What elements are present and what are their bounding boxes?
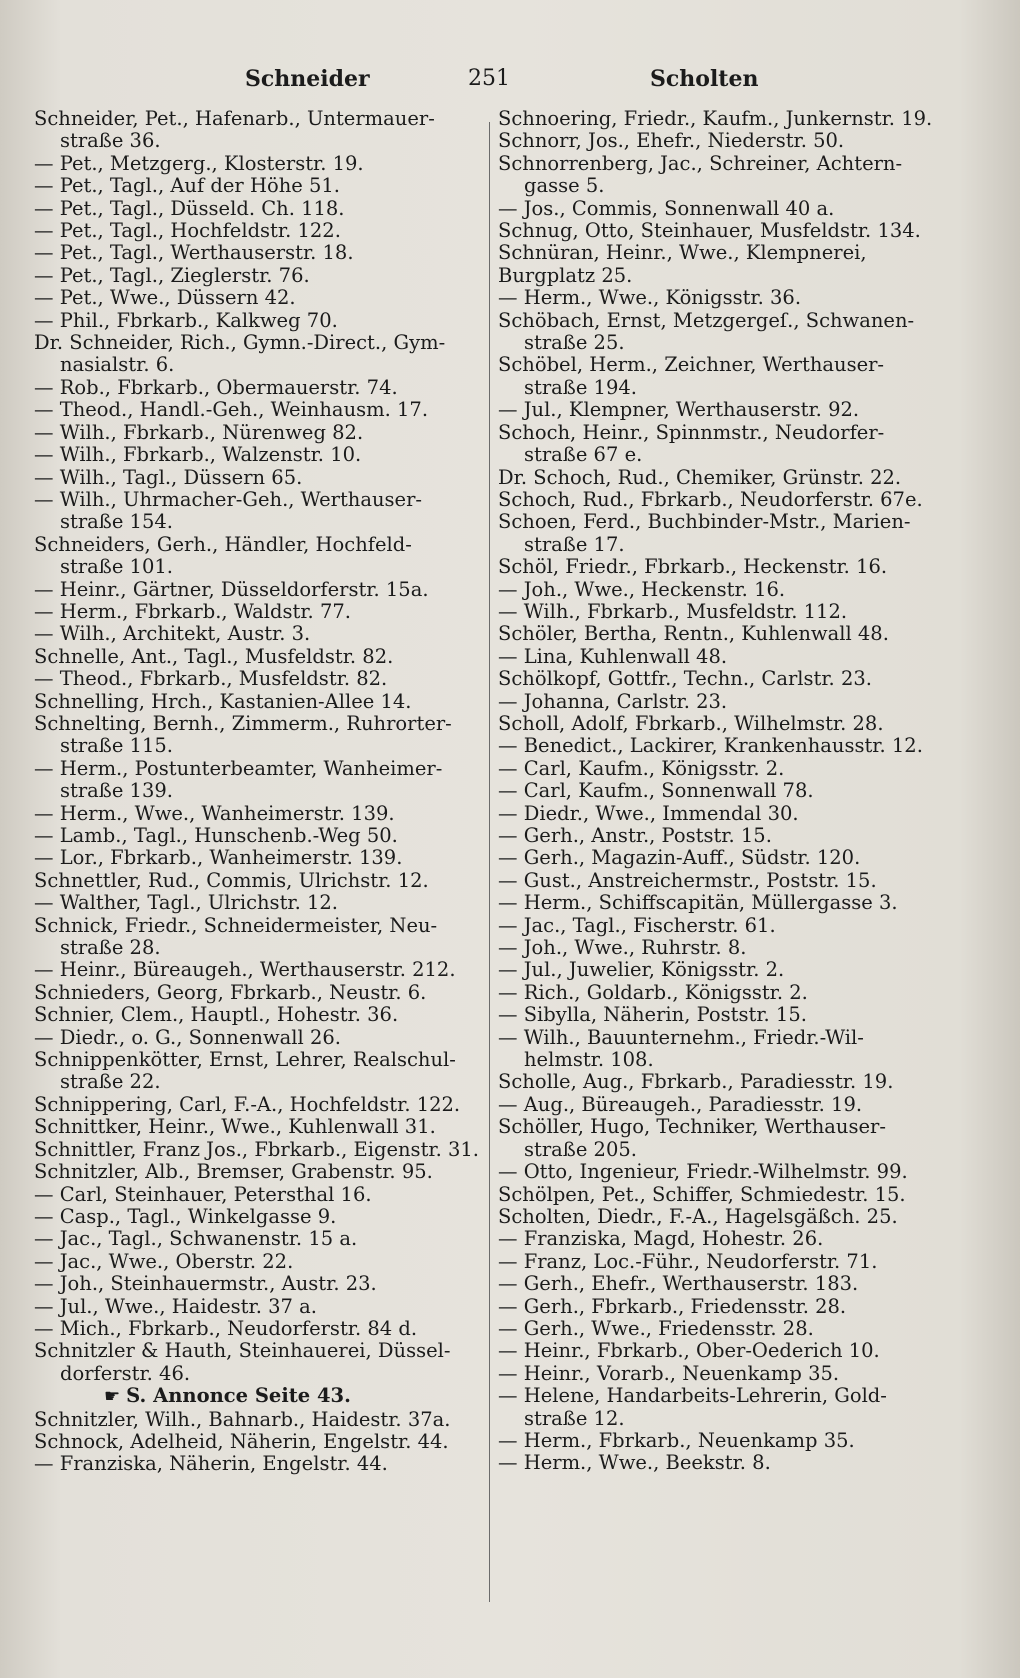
directory-entry: — Wilh., Bauunternehm., Friedr.-Wil- (498, 1026, 864, 1049)
directory-entry: — Rich., Goldarb., Königsstr. 2. (498, 981, 808, 1004)
directory-entry: — Wilh., Fbrkarb., Nürenweg 82. (34, 421, 364, 444)
directory-entry: Schoch, Heinr., Spinnmstr., Neudorfer- (498, 421, 885, 444)
directory-entry: — Gerh., Ehefr., Werthauserstr. 183. (498, 1273, 859, 1296)
directory-entry: — Gust., Anstreichermstr., Poststr. 15. (498, 869, 877, 892)
pointing-hand-icon: ☛ (104, 1386, 121, 1408)
page-number: 251 (468, 66, 510, 91)
column-divider (489, 122, 490, 1602)
directory-entry: — Pet., Tagl., Düsseld. Ch. 118. (34, 197, 345, 220)
directory-entry: — Jul., Klempner, Werthauserstr. 92. (498, 399, 860, 422)
directory-entry: — Herm., Fbrkarb., Waldstr. 77. (34, 600, 351, 623)
directory-entry: Scholle, Aug., Fbrkarb., Paradiesstr. 19. (498, 1071, 894, 1094)
directory-entry: Schnoering, Friedr., Kaufm., Junkernstr. 19. (498, 108, 933, 130)
directory-entry: — Lor., Fbrkarb., Wanheimerstr. 139. (34, 847, 403, 870)
directory-entry: straße 17. (524, 533, 625, 556)
directory-entry: — Jac., Tagl., Schwanenstr. 15 a. (34, 1228, 358, 1251)
directory-entry: — Heinr., Gärtner, Düsseldorferstr. 15a. (34, 578, 429, 601)
directory-entry: — Jul., Wwe., Haidestr. 37 a. (34, 1295, 317, 1318)
directory-entry: Schnettler, Rud., Commis, Ulrichstr. 12. (34, 869, 429, 892)
directory-entry: — Herm., Fbrkarb., Neuenkamp 35. (498, 1429, 855, 1452)
directory-entry: — Theod., Fbrkarb., Musfeldstr. 82. (34, 668, 388, 691)
directory-entry: Schnitzler, Alb., Bremser, Grabenstr. 95. (34, 1161, 433, 1184)
directory-entry: — Herm., Wwe., Wanheimerstr. 139. (34, 802, 395, 825)
directory-entry: Schölpen, Pet., Schiffer, Schmiedestr. 15. (498, 1183, 906, 1206)
directory-entry: Schnorr, Jos., Ehefr., Niederstr. 50. (498, 130, 845, 153)
directory-entry: — Jos., Commis, Sonnenwall 40 a. (498, 197, 835, 220)
directory-entry: Schnippering, Carl, F.-A., Hochfeldstr. 122. (34, 1093, 461, 1116)
directory-entry: — Wilh., Fbrkarb., Walzenstr. 10. (34, 444, 362, 467)
directory-entry: — Theod., Handl.-Geh., Weinhausm. 17. (34, 399, 429, 422)
directory-entry: — Heinr., Büreaugeh., Werthauserstr. 212. (34, 959, 456, 982)
directory-entry: — Helene, Handarbeits-Lehrerin, Gold- (498, 1385, 887, 1408)
directory-entry: Schölkopf, Gottfr., Techn., Carlstr. 23. (498, 668, 872, 691)
page-header (0, 66, 1020, 96)
directory-entry: Schnier, Clem., Hauptl., Hohestr. 36. (34, 1004, 399, 1027)
directory-entry: — Otto, Ingenieur, Friedr.-Wilhelmstr. 99. (498, 1161, 908, 1184)
directory-entry: — Franziska, Magd, Hohestr. 26. (498, 1228, 824, 1251)
directory-entry: straße 115. (60, 735, 173, 758)
directory-entry: Schnitzler, Wilh., Bahnarb., Haidestr. 37a. (34, 1408, 451, 1431)
directory-entry: Schneider, Pet., Hafenarb., Untermauer- (34, 108, 435, 130)
directory-entry: — Carl, Steinhauer, Petersthal 16. (34, 1183, 372, 1206)
directory-entry: — Pet., Tagl., Auf der Höhe 51. (34, 175, 341, 198)
directory-entry: — Joh., Steinhauermstr., Austr. 23. (34, 1273, 377, 1296)
directory-entry: Schnitzler & Hauth, Steinhauerei, Düssel- (34, 1340, 451, 1363)
directory-entry: — Pet., Tagl., Hochfeldstr. 122. (34, 220, 341, 243)
directory-entry: — Gerh., Magazin-Auff., Südstr. 120. (498, 847, 861, 870)
directory-entry: Schnittker, Heinr., Wwe., Kuhlenwall 31. (34, 1116, 436, 1139)
directory-entry: — Pet., Tagl., Werthauserstr. 18. (34, 242, 354, 265)
directory-entry: Schnick, Friedr., Schneidermeister, Neu- (34, 914, 438, 937)
directory-entry: — Joh., Wwe., Heckenstr. 16. (498, 578, 786, 601)
header-left-keyword: Schneider (245, 66, 370, 92)
directory-entry: Schnug, Otto, Steinhauer, Musfeldstr. 134. (498, 220, 921, 243)
directory-entry: Dr. Schneider, Rich., Gymn.-Direct., Gym- (34, 332, 446, 355)
directory-entry: — Heinr., Fbrkarb., Ober-Oederich 10. (498, 1340, 880, 1363)
directory-entry: — Wilh., Fbrkarb., Musfeldstr. 112. (498, 600, 848, 623)
directory-entry: — Rob., Fbrkarb., Obermauerstr. 74. (34, 376, 398, 399)
directory-entry: — Herm., Postunterbeamter, Wanheimer- (34, 757, 443, 780)
directory-entry: straße 25. (524, 332, 625, 355)
directory-entry: — Mich., Fbrkarb., Neudorferstr. 84 d. (34, 1317, 418, 1340)
directory-entry: — Franz, Loc.-Führ., Neudorferstr. 71. (498, 1250, 878, 1273)
directory-entry: — Herm., Wwe., Beekstr. 8. (498, 1452, 771, 1475)
directory-entry: Schöler, Bertha, Rentn., Kuhlenwall 48. (498, 623, 889, 646)
directory-entry: straße 205. (524, 1138, 637, 1161)
directory-entry: — Wilh., Architekt, Austr. 3. (34, 623, 311, 646)
directory-entry: straße 139. (60, 780, 173, 803)
directory-entry: straße 28. (60, 937, 161, 960)
directory-entry: — Pet., Wwe., Düssern 42. (34, 287, 296, 310)
directory-entry: Schöbach, Ernst, Metzgergeſ., Schwanen- (498, 309, 915, 332)
directory-entry: — Lamb., Tagl., Hunschenb.-Weg 50. (34, 825, 398, 847)
directory-entry: Schnelle, Ant., Tagl., Musfeldstr. 82. (34, 645, 394, 668)
directory-entry: Schneiders, Gerh., Händler, Hochfeld- (34, 533, 412, 556)
directory-entry: — Herm., Wwe., Königsstr. 36. (498, 287, 802, 310)
directory-entry: — Gerh., Fbrkarb., Friedensstr. 28. (498, 1295, 847, 1318)
directory-entry: Schnorrenberg, Jac., Schreiner, Achtern- (498, 152, 903, 175)
directory-entry: Schoch, Rud., Fbrkarb., Neudorferstr. 67e. (498, 488, 923, 511)
directory-entry: straße 36. (60, 130, 161, 153)
directory-entry: Schnippenkötter, Ernst, Lehrer, Realschul- (34, 1049, 456, 1072)
directory-entry: straße 22. (60, 1071, 161, 1094)
directory-entry: helmstr. 108. (524, 1049, 654, 1072)
directory-entry: straße 154. (60, 511, 173, 534)
directory-entry: — Lina, Kuhlenwall 48. (498, 645, 728, 668)
directory-entry: — Casp., Tagl., Winkelgasse 9. (34, 1205, 337, 1228)
directory-entry: — Carl, Kaufm., Königsstr. 2. (498, 757, 785, 780)
header-right-keyword: Scholten (650, 66, 759, 92)
directory-entry: straße 194. (524, 376, 637, 399)
annonce-text: S. Annonce Seite 43. (126, 1384, 351, 1408)
directory-entry: Scholten, Diedr., F.-A., Hagelsgäßch. 25. (498, 1205, 898, 1228)
directory-entry: — Herm., Schiffscapitän, Müllergasse 3. (498, 892, 898, 915)
directory-entry: Schnock, Adelheid, Näherin, Engelstr. 44. (34, 1430, 449, 1453)
directory-entry: Schoen, Ferd., Buchbinder-Mstr., Marien- (498, 511, 911, 534)
directory-entry: — Gerh., Wwe., Friedensstr. 28. (498, 1317, 814, 1340)
right-column (498, 108, 968, 1475)
directory-entry: — Pet., Metzgerg., Klosterstr. 19. (34, 152, 364, 175)
directory-entry: — Johanna, Carlstr. 23. (498, 690, 728, 713)
directory-entry: — Diedr., Wwe., Immendal 30. (498, 802, 799, 825)
directory-entry: Schnelling, Hrch., Kastanien-Allee 14. (34, 690, 412, 713)
directory-entry: — Benedict., Lackirer, Krankenhausstr. 12. (498, 735, 923, 758)
directory-entry: dorferstr. 46. (60, 1362, 191, 1385)
directory-entry: Schnittler, Franz Jos., Fbrkarb., Eigenstr. 31. (34, 1138, 479, 1161)
directory-entry: straße 67 e. (524, 444, 643, 467)
directory-entry: — Jul., Juwelier, Königsstr. 2. (498, 959, 785, 982)
directory-entry: — Aug., Büreaugeh., Paradiesstr. 19. (498, 1093, 863, 1116)
directory-entry: Scholl, Adolf, Fbrkarb., Wilhelmstr. 28. (498, 712, 884, 735)
directory-entry: — Sibylla, Näherin, Poststr. 15. (498, 1004, 807, 1027)
directory-entry: Burgplatz 25. (498, 264, 633, 287)
directory-entry: — Joh., Wwe., Ruhrstr. 8. (498, 937, 747, 960)
directory-entry: Dr. Schoch, Rud., Chemiker, Grünstr. 22. (498, 466, 902, 489)
directory-entry: Schöller, Hugo, Techniker, Werthauser- (498, 1116, 886, 1139)
directory-entry: gasse 5. (524, 175, 605, 198)
directory-entry: — Walther, Tagl., Ulrichstr. 12. (34, 892, 338, 915)
directory-entry: Schnelting, Bernh., Zimmerm., Ruhrorter- (34, 712, 452, 735)
directory-entry: — Jac., Wwe., Oberstr. 22. (34, 1250, 294, 1273)
directory-entry: straße 101. (60, 556, 173, 579)
directory-entry: — Wilh., Uhrmacher-Geh., Werthauser- (34, 488, 423, 511)
directory-entry: Schöl, Friedr., Fbrkarb., Heckenstr. 16. (498, 556, 888, 579)
annonce-note (34, 1385, 494, 1408)
directory-entry: — Franziska, Näherin, Engelstr. 44. (34, 1453, 388, 1476)
directory-entry: — Carl, Kaufm., Sonnenwall 78. (498, 780, 814, 803)
left-column (34, 108, 494, 1476)
directory-entry: — Pet., Tagl., Zieglerstr. 76. (34, 264, 310, 287)
directory-entry: — Wilh., Tagl., Düssern 65. (34, 466, 303, 489)
directory-entry: — Phil., Fbrkarb., Kalkweg 70. (34, 309, 338, 332)
directory-entry: Schöbel, Herm., Zeichner, Werthauser- (498, 354, 885, 377)
directory-entry: — Gerh., Anstr., Poststr. 15. (498, 825, 772, 847)
directory-entry: straße 12. (524, 1407, 625, 1430)
directory-entry: — Heinr., Vorarb., Neuenkamp 35. (498, 1362, 840, 1385)
directory-entry: nasialstr. 6. (60, 354, 175, 377)
directory-entry: Schnieders, Georg, Fbrkarb., Neustr. 6. (34, 981, 427, 1004)
directory-entry: — Jac., Tagl., Fischerstr. 61. (498, 914, 776, 937)
directory-entry: Schnüran, Heinr., Wwe., Klempnerei, (498, 242, 867, 265)
directory-entry: — Diedr., o. G., Sonnenwall 26. (34, 1026, 341, 1049)
